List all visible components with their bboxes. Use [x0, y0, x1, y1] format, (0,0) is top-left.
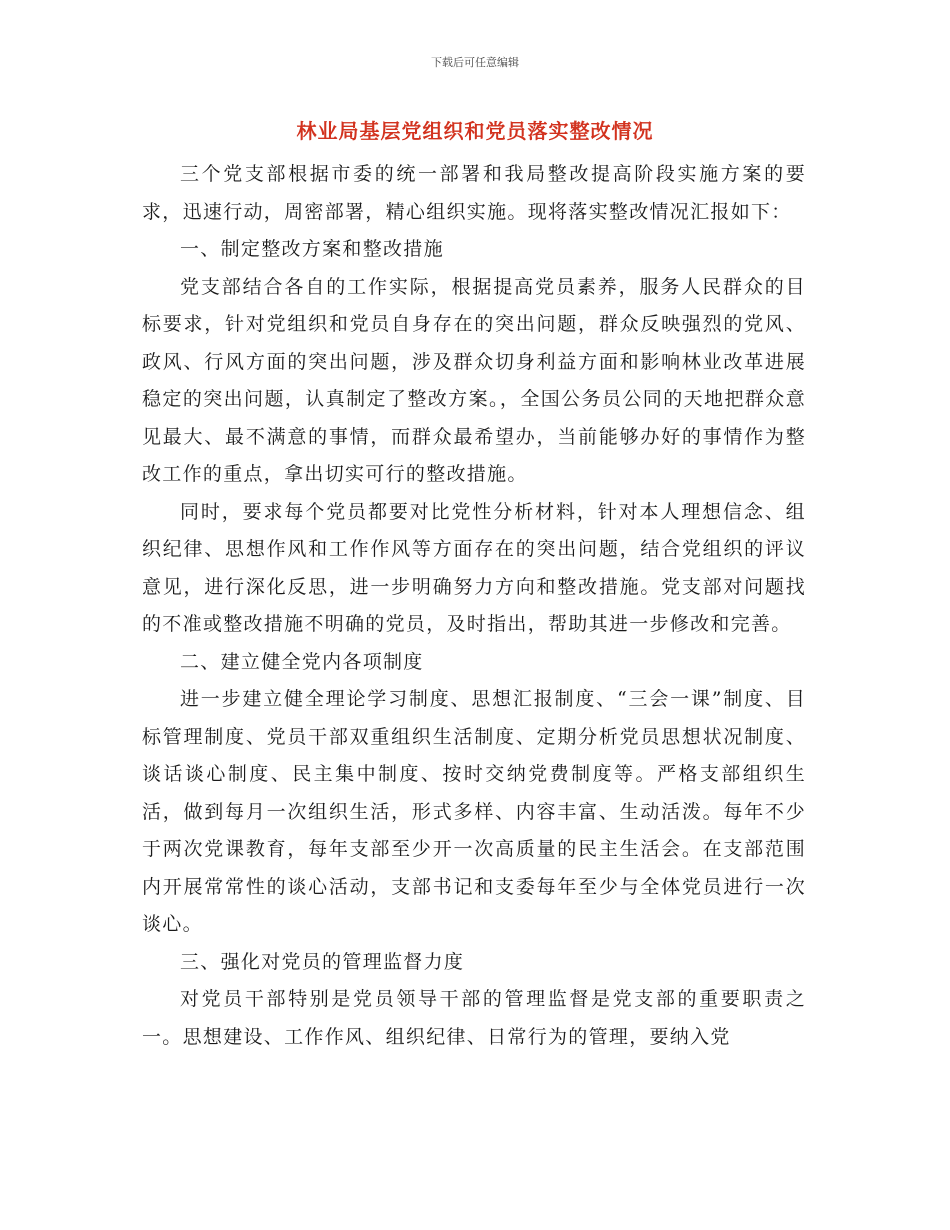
paragraph-3: 进一步建立健全理论学习制度、思想汇报制度、“三会一课”制度、目标管理制度、党员干部双重组织生活制度、定期分析党员思想状况制度、谈话谈心制度、民主集中制度、按时交纳党费制度等。严格支部组织生活，做到每月一次组织生活，形式多样、内容丰富、生动活泼。每年不少于两次党课教育，每年支部至少开一次高质量的民主生活会。在支部范围内开展常常性的谈心活动，支部书记和支委每年至少与全体党员进行一次谈心。 [142, 688, 806, 935]
section-heading-2: 二、建立健全党内各项制度 [180, 650, 424, 673]
section-heading-3: 三、强化对党员的管理监督力度 [180, 950, 465, 973]
page-header: 下载后可任意编辑 [431, 56, 519, 69]
section-heading-1: 一、制定整改方案和整改措施 [180, 238, 444, 260]
paragraph-intro: 三个党支部根据市委的统一部署和我局整改提高阶段实施方案的要求，迅速行动，周密部署，精心组织实施。现将落实整改情况汇报如下： [142, 163, 806, 223]
paragraph-4: 对党员干部特别是党员领导干部的管理监督是党支部的重要职责之一。思想建设、工作作风、组织纪律、日常行为的管理，要纳入党 [142, 988, 806, 1048]
document-body [142, 156, 806, 1056]
paragraph-2: 同时，要求每个党员都要对比党性分析材料，针对本人理想信念、组织纪律、思想作风和工作作风等方面存在的突出问题，结合党组织的评议意见，进行深化反思，进一步明确努力方向和整改措施。党支部对问题找的不准或整改措施不明确的党员，及时指出，帮助其进一步修改和完善。 [142, 500, 806, 635]
document-title: 林业局基层党组织和党员落实整改情况 [296, 119, 654, 143]
paragraph-1: 党支部结合各自的工作实际，根据提高党员素养，服务人民群众的目标要求，针对党组织和党员自身存在的突出问题，群众反映强烈的党风、政风、行风方面的突出问题，涉及群众切身利益方面和影响林业改革进展稳定的突出问题，认真制定了整改方案。，全国公务员公同的天地把群众意见最大、最不满意的事情，而群众最希望办，当前能够办好的事情作为整改工作的重点，拿出切实可行的整改措施。 [142, 275, 806, 485]
